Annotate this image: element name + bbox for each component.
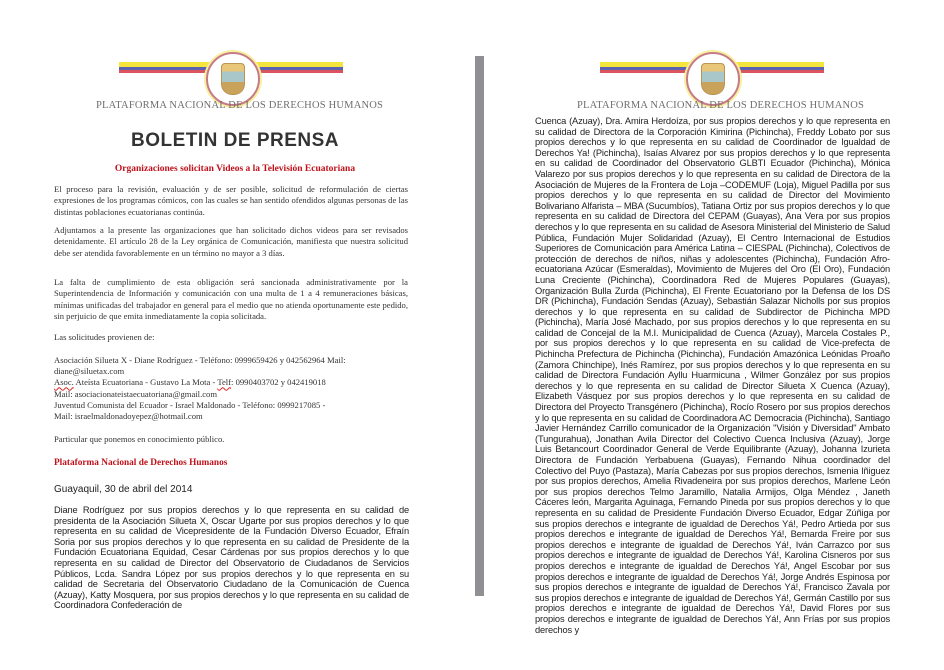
paragraph-text: Adjuntamos a la presente las organizaciones que han solicitado dichos videos para ser revisados detenidamente. El artículo 28 de la Ley orgánica de Comunicación, manifiesta que nuestra solicitud debe ser atendida favorablemente en un término no mayor a 3 días.: [54, 225, 408, 258]
signature: Plataforma Nacional de Derechos Humanos: [54, 458, 228, 468]
contact-list: [54, 355, 434, 422]
contact-text: Ateísta Ecuatoriana - Gustavo La Mota -: [73, 377, 218, 388]
signatories-text: [54, 505, 409, 611]
contact-line: Asociación Silueta X - Diane Rodríguez - Teléfono: 0999659426 y 042562964 Mail:: [54, 355, 346, 365]
organization-header: PLATAFORMA NACIONAL DE LOS DERECHOS HUMANOS: [577, 100, 865, 111]
closing-text: Particular que ponemos en conocimiento público.: [54, 434, 225, 444]
document-page-right: [486, 0, 944, 670]
document-page-left: [0, 0, 470, 670]
requests-intro: Las solicitudes provienen de:: [54, 332, 155, 342]
body-text: Diane Rodríguez por sus propios derechos y lo que representa en su calidad de presidenta de la Asociación Silueta X, Oscar Ugarte por sus propios derechos y lo que representa en su calidad de Vicepresidente de la Fundación Diverso Ecuador, Efraín Soria por sus propios derechos y lo que representa en su calidad de Presidente de la Fundación Ecuatoriana Equidad, Cesar Cárdenas por sus propios derechos y lo que representa en su calidad de Director del Observatorio de Ciudadanos de Servicios Públicos, Lcda. Sandra López por sus propios derechos y lo que representa en su calidad de Secretaria del Observatorio Ciudadano de la Comunicación de Cuenca (Azuay), Katty Mosquera, por sus propios derechos y lo que representa en su calidad de Coordinadora Confederación de: [54, 505, 409, 611]
ecuador-coat-of-arms-icon: [686, 52, 740, 106]
paragraph-text: La falta de cumplimiento de esta obligación será sancionada administrativamente por la Superintendencia de Información y comunicación con una multa de 1 a 4 remuneraciones básicas, mínimas unificadas del trabajador en general para el medio que no atienda oportunamente este pedido, sin perjuicio de que emita inmediatamente la copia solicitada.: [54, 277, 408, 321]
body-text: Cuenca (Azuay), Dra. Amira Herdoíza, por sus propios derechos y lo que representa en su calidad de Directora de la Corporación Kimirina (Pichincha), Freddy Lobato por sus propios derechos y lo que representa en su calidad de Coordinador de Igualdad de Derechos Ya! (Pichincha), Isaías Alvarez por sus propios derechos y lo que representa en su calidad de Coordinador del Observatorio GLBTI Ecuador (Pichincha), Mónica Valarezo por sus propios derechos y lo que representa en su calidad de Directora de la Asociación de Mujeres de la Frontera de Loja –CODEMUF (Loja), Miguel Padilla por sus propios derechos y lo que representa en su calidad de Director del Movimiento Bolivariano Alfarista – MBA (Sucumbíos), Tatiana Ortiz por sus propios derechos y lo que representa en su calidad de Directora del CEPAM (Guayas), Ana Vera por sus propios derechos y lo que representa en su calidad de Asesora Ministerial del Ministerio de Salud Pública, Fundación Mujer Solidaridad (Azuay), El Centro Internacional de Estudios Superiores de Comunicación para América Latina – CIESPAL (Pichincha), Colectivos de protección de derechos de niños, niñas y adolescentes (Pichincha), Fundación Afro-ecuatoriana Azúcar (Esmeraldas), Movimiento de Mujeres del Oro (El Oro), Fundación Luna Creciente (Pichincha), Coordinadora Red de Mujeres Populares (Guayas), Organización Bulla Zurda (Pichincha), El Frente Ecuatoriano por la Defensa de los DS DR (Pichincha), Fundación Sendas (Azuay), Sebastián Salazar Nicholls por sus propios derechos y lo que representa en su calidad de Subdirector de Pichincha MPD (Pichincha), María José Machado, por sus propios derechos y lo que representa en su calidad de Concejal de la M.I. Municipalidad de Cuenca (Azuay), Marcela Costales P., por sus propios derechos y lo que representa en su calidad de Vice-prefecta de Pichincha Prefectura de Pichincha (Pichincha), Fundación Amazónica Leónidas Proaño (Zamora Chinchipe), Inés Ramírez, por sus propios derechos y lo que representa en su calidad de Directora Fundación Ayllu Huarmicuna , Wilmer González por sus propios derechos y lo que representa en su calidad de Director Silueta X Cuenca (Azuay), Elizabeth Vásquez por sus propios derechos y lo que representa en su calidad de Directora del Proyecto Transgénero (Pichincha), Rocío Rosero por sus propios derechos y lo que representa en su calidad de Coordinadora AC Democracia (Pichincha), Santiago Javier Hernández Carrillo comunicador de la Organización "Visión y Diversidad" Ambato (Tungurahua), Jonathan Avila Director del Colectivo Cuenca Inclusiva (Azuay), Jorge Luis Betancourt Coordinador General de Verde Equilibrante (Azuay), Johanna Izurieta Directora de Fundación Yerbabuena (Guayas), Fernando Nihua coordinador del Colectivo del Puyo (Pastaza), María Cabezas por sus propios derechos, Ismenia Iñiguez por sus propios derechos, Amelia Rivadeneira por sus propios derechos, Marlene León por sus propios derechos Telmo Jaramillo, Natalia Armijos, Olga Méndez , Janeth Cáceres león, Margarita Aguinaga, Fernando Pineda por sus propios derechos y lo que representa en su calidad de Presidente Fundación Diverso Ecuador, Edgar Zúñiga por sus propios derechos e integrante de igualdad de Derechos Yá!, Pedro Artieda por sus propios derechos e integrante de igualdad de Derechos Yá!, Bernarda Freire por sus propios derechos e integrante de igualdad de Derechos Yá!, Iván Carrazco por sus propios derechos e integrante de igualdad de Derechos Yá!, Karolina Cisneros por sus propios derechos e integrante de igualdad de Derechos Yá!, Angel Escobar por sus propios derechos e integrante de igualdad de Derechos Yá!, Jorge Andrés Espinosa por sus propios derechos e integrante de igualdad de Derechos Yá!, Francisco Zavala por sus propios derechos e integrante de igualdad de Derechos Yá!, Germán Castillo por sus propios derechos e integrante de igualdad de Derechos Yá!, David Flores por sus propios derechos e integrante de igualdad de Derechos Yá!, Ann Frías por sus propios derechos y: [535, 116, 890, 635]
spellcheck-word: Asoc.: [54, 377, 74, 388]
contact-email[interactable]: Mail: asociacionateistaecuatoriana@gmail.com: [54, 388, 218, 399]
contact-email[interactable]: diane@siluetax.com: [54, 366, 125, 377]
paragraph-2: [54, 225, 408, 259]
spellcheck-word: Telf: [217, 377, 232, 388]
contact-email[interactable]: Mail: israelmaldonadoyepez@hotmail.com: [54, 411, 203, 422]
page-title: BOLETIN DE PRENSA: [130, 130, 340, 151]
date-line: Guayaquil, 30 de abril del 2014: [54, 484, 193, 495]
paragraph-text: El proceso para la revisión, evaluación y de ser posible, solicitud de reformulación de ciertas expresiones de los programas cómicos, con las cuales se han sentido ofendidos algunas personas de las distintas poblaciones ecuatorianas continúa.: [54, 184, 408, 217]
contact-text: : 0990403702 y 042419018: [231, 377, 326, 388]
subtitle: Organizaciones solicitan Videos a la Televisión Ecuatoriana: [114, 164, 356, 174]
contact-line: [54, 377, 434, 388]
signatories-text: [535, 116, 890, 635]
ecuador-coat-of-arms-icon: [206, 52, 260, 106]
organization-header: PLATAFORMA NACIONAL DE LOS DERECHOS HUMANOS: [96, 100, 384, 111]
page-divider: [475, 56, 484, 596]
paragraph-1: [54, 184, 408, 218]
contact-line: Juventud Comunista del Ecuador - Israel Maldonado - Teléfono: 0999217085 -: [54, 399, 326, 410]
paragraph-3: [54, 277, 408, 322]
